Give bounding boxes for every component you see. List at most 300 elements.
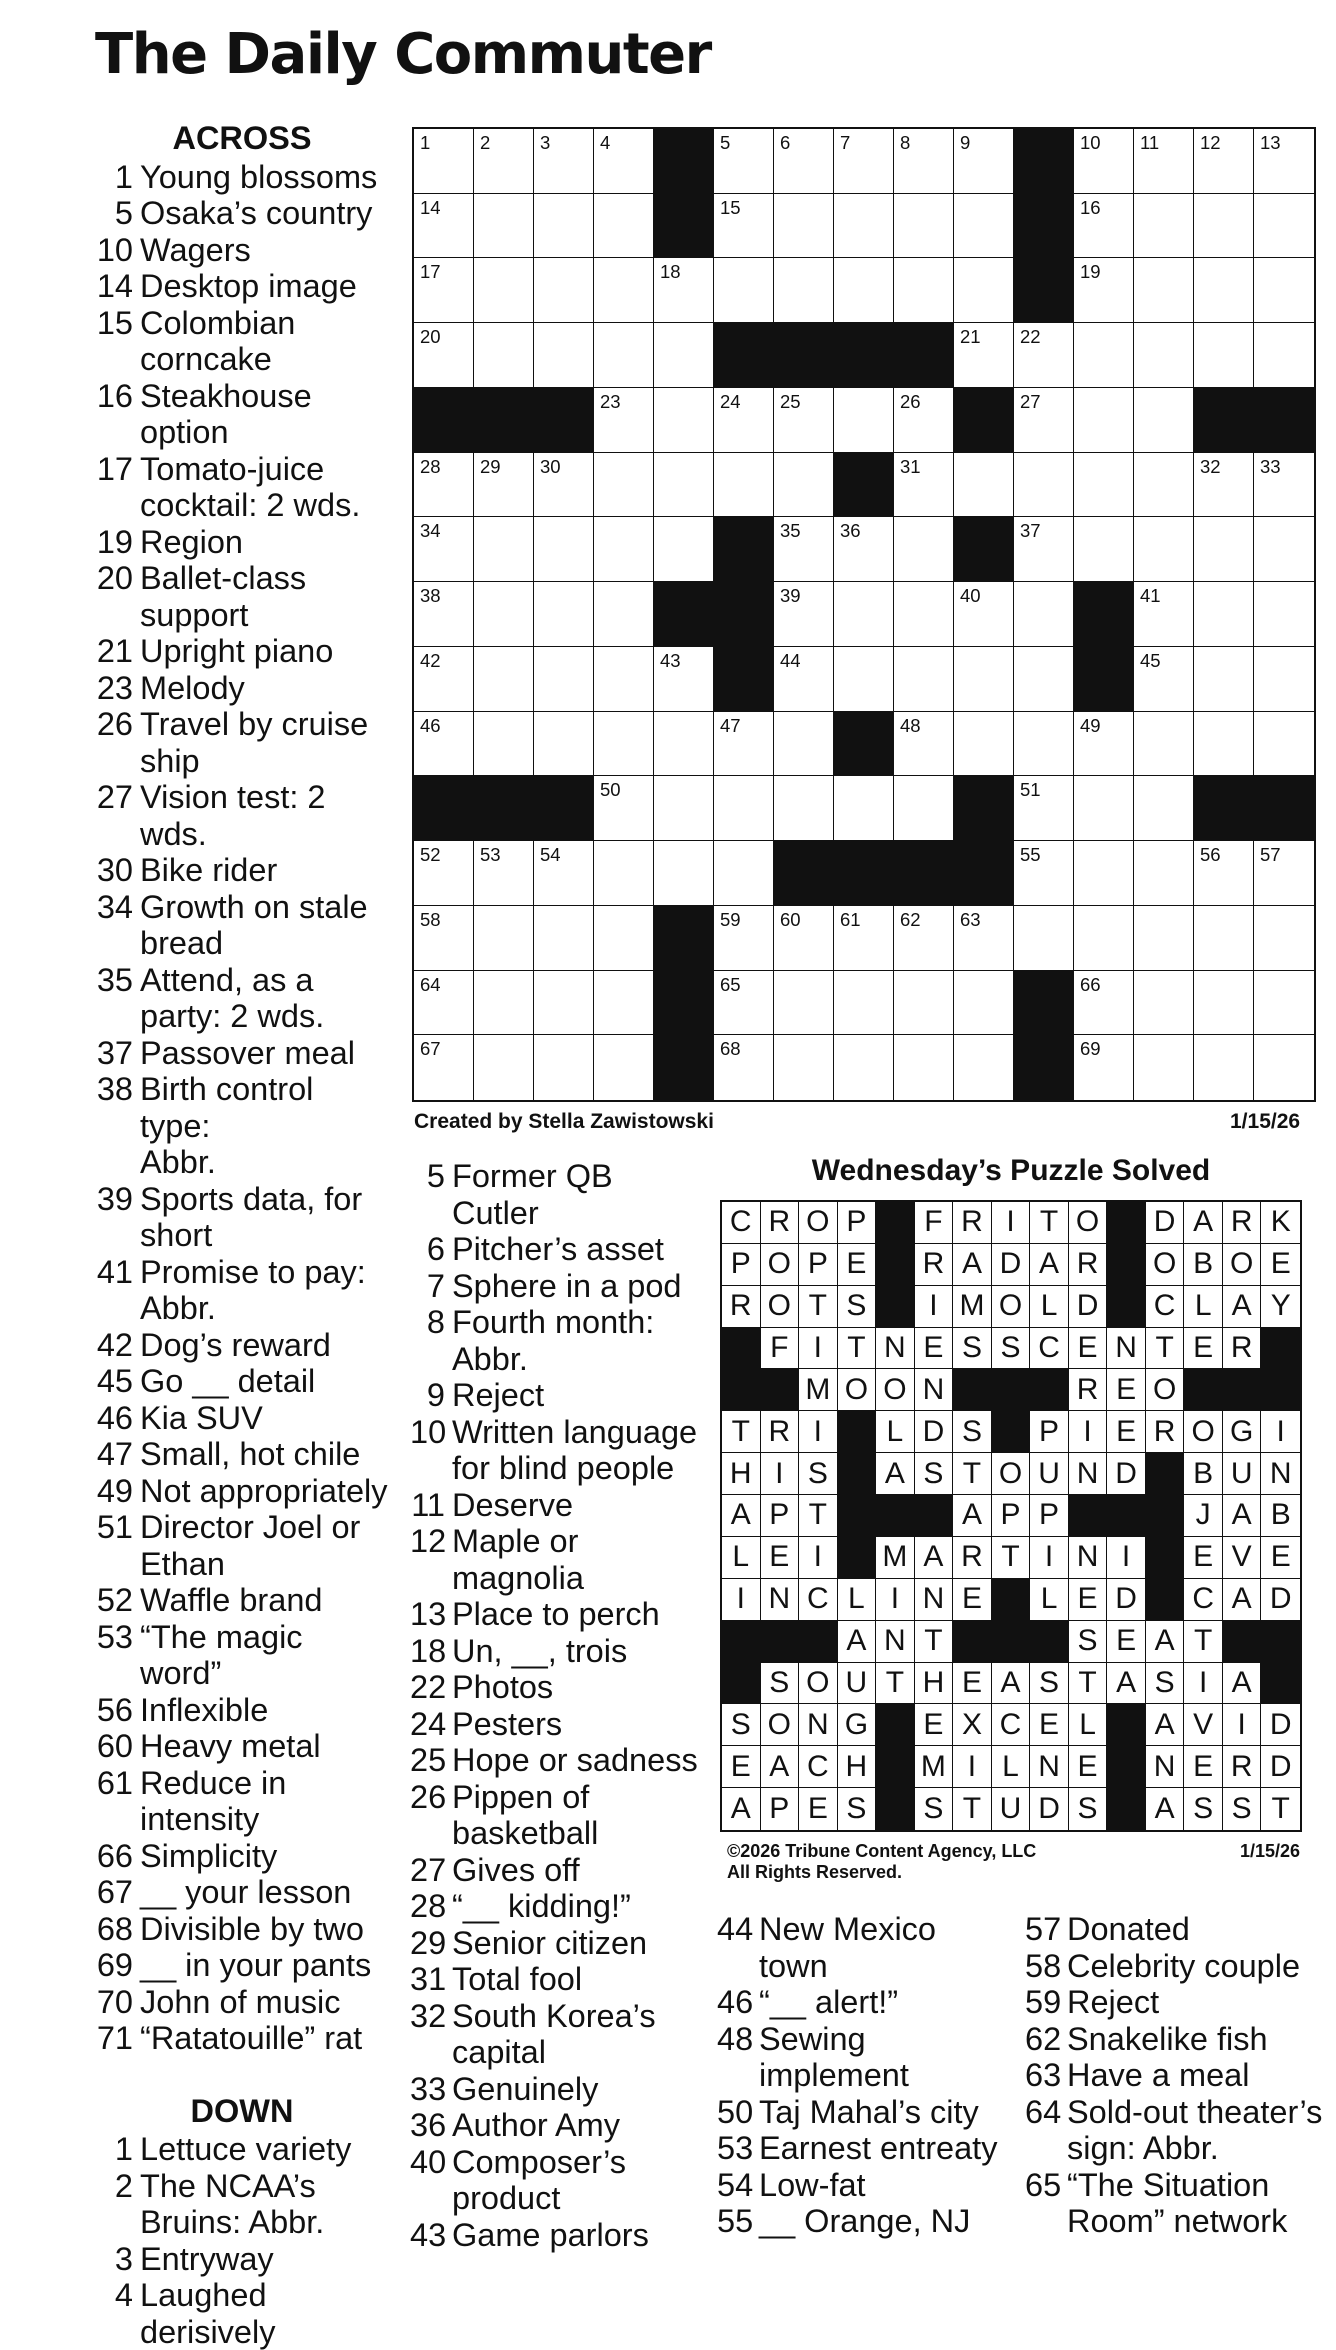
clue-text-line: Entryway xyxy=(140,2241,392,2278)
grid-cell[interactable] xyxy=(534,258,594,323)
grid-cell[interactable] xyxy=(894,582,954,647)
grid-cell[interactable] xyxy=(474,194,534,259)
grid-cell[interactable] xyxy=(1254,323,1314,388)
grid-cell[interactable] xyxy=(534,841,594,906)
solution-black-square xyxy=(1146,1453,1185,1495)
grid-cell[interactable] xyxy=(714,906,774,971)
grid-cell[interactable] xyxy=(954,129,1014,194)
clue-number: 1 xyxy=(92,159,140,196)
cell-number: 38 xyxy=(420,587,441,606)
grid-cell[interactable] xyxy=(774,971,834,1036)
clue-item xyxy=(410,1669,706,1706)
clue-text xyxy=(452,1779,706,1852)
grid-cell[interactable] xyxy=(1254,129,1314,194)
grid-cell[interactable] xyxy=(714,129,774,194)
grid-cell[interactable] xyxy=(1194,582,1254,647)
clue-text-line: Photos xyxy=(452,1669,706,1706)
grid-cell[interactable] xyxy=(1014,906,1074,971)
grid-cell[interactable] xyxy=(894,647,954,712)
clue-text-line: Region xyxy=(140,524,392,561)
grid-cell[interactable] xyxy=(414,906,474,971)
grid-cell[interactable] xyxy=(1194,712,1254,777)
grid-cell[interactable] xyxy=(534,647,594,712)
grid-cell[interactable] xyxy=(834,517,894,582)
solution-letter: E xyxy=(838,1244,877,1286)
clue-text-line: Celebrity couple xyxy=(1067,1948,1335,1985)
grid-cell[interactable] xyxy=(1134,194,1194,259)
grid-cell[interactable] xyxy=(534,582,594,647)
solution-letter: S xyxy=(722,1704,761,1746)
grid-cell[interactable] xyxy=(594,517,654,582)
grid-cell[interactable] xyxy=(834,906,894,971)
grid-cell[interactable] xyxy=(1074,129,1134,194)
grid-cell[interactable] xyxy=(1254,517,1314,582)
grid-cell[interactable] xyxy=(594,323,654,388)
clue-text xyxy=(452,1158,706,1231)
grid-cell[interactable] xyxy=(1134,776,1194,841)
grid-cell[interactable] xyxy=(474,582,534,647)
grid-cell[interactable] xyxy=(654,841,714,906)
clue-text-line: intensity xyxy=(140,1801,392,1838)
solution-letter: E xyxy=(761,1537,800,1579)
grid-cell[interactable] xyxy=(474,323,534,388)
grid-cell[interactable] xyxy=(834,971,894,1036)
grid-cell[interactable] xyxy=(414,517,474,582)
solution-letter: S xyxy=(838,1286,877,1328)
grid-cell[interactable] xyxy=(954,906,1014,971)
grid-cell[interactable] xyxy=(1134,582,1194,647)
solution-black-square xyxy=(722,1621,761,1663)
clue-number: 10 xyxy=(410,1414,452,1487)
clue-text xyxy=(140,1473,392,1510)
grid-cell[interactable] xyxy=(714,841,774,906)
grid-cell[interactable] xyxy=(774,712,834,777)
grid-cell[interactable] xyxy=(534,194,594,259)
grid-cell[interactable] xyxy=(834,1035,894,1100)
grid-cell[interactable] xyxy=(1074,776,1134,841)
grid-cell[interactable] xyxy=(1074,323,1134,388)
clue-text-line: “__ alert!” xyxy=(759,1984,1017,2021)
clue-text xyxy=(140,195,392,232)
black-square xyxy=(1014,129,1074,194)
grid-cell[interactable] xyxy=(714,971,774,1036)
clue-text xyxy=(140,1071,392,1181)
solution-letter: I xyxy=(1069,1411,1108,1453)
clue-text xyxy=(1067,2167,1335,2240)
grid-cell[interactable] xyxy=(534,712,594,777)
grid-cell[interactable] xyxy=(1074,258,1134,323)
solution-letter: B xyxy=(1184,1244,1223,1286)
grid-cell[interactable] xyxy=(834,258,894,323)
clue-item xyxy=(92,524,392,561)
grid-cell[interactable] xyxy=(1254,841,1314,906)
grid-cell[interactable] xyxy=(1074,712,1134,777)
grid-cell[interactable] xyxy=(414,841,474,906)
solution-letter: U xyxy=(838,1663,877,1705)
solution-letter: S xyxy=(1030,1663,1069,1705)
clue-text xyxy=(140,378,392,451)
clue-text-line: Game parlors xyxy=(452,2217,706,2254)
grid-cell[interactable] xyxy=(1134,129,1194,194)
grid-cell[interactable] xyxy=(714,194,774,259)
grid-cell[interactable] xyxy=(714,258,774,323)
grid-cell[interactable] xyxy=(474,906,534,971)
solution-letter: T xyxy=(799,1495,838,1537)
solution-letter: E xyxy=(1184,1537,1223,1579)
grid-cell[interactable] xyxy=(834,388,894,453)
cell-number: 60 xyxy=(780,911,801,930)
clue-text xyxy=(140,1984,392,2021)
grid-cell[interactable] xyxy=(654,388,714,453)
grid-cell[interactable] xyxy=(714,453,774,518)
clue-item xyxy=(410,1888,706,1925)
grid-cell[interactable] xyxy=(954,971,1014,1036)
grid-cell[interactable] xyxy=(1074,388,1134,453)
grid-cell[interactable] xyxy=(1254,647,1314,712)
solution-letter: T xyxy=(1069,1663,1108,1705)
grid-cell[interactable] xyxy=(534,971,594,1036)
grid-cell[interactable] xyxy=(1014,388,1074,453)
grid-cell[interactable] xyxy=(774,517,834,582)
grid-cell[interactable] xyxy=(1194,647,1254,712)
clue-column-3 xyxy=(717,1911,1017,2240)
grid-cell[interactable] xyxy=(1194,517,1254,582)
clue-number: 27 xyxy=(410,1852,452,1889)
clue-text-line: Abbr. xyxy=(140,1144,392,1181)
grid-cell[interactable] xyxy=(954,323,1014,388)
grid-cell[interactable] xyxy=(834,129,894,194)
grid-cell[interactable] xyxy=(834,776,894,841)
grid-cell[interactable] xyxy=(594,647,654,712)
grid-cell[interactable] xyxy=(1134,906,1194,971)
grid-cell[interactable] xyxy=(594,582,654,647)
grid-cell[interactable] xyxy=(774,453,834,518)
grid-cell[interactable] xyxy=(1194,906,1254,971)
cell-number: 9 xyxy=(960,134,970,153)
grid-cell[interactable] xyxy=(834,194,894,259)
grid-cell[interactable] xyxy=(1134,323,1194,388)
grid-cell[interactable] xyxy=(894,971,954,1036)
solution-letter: D xyxy=(1030,1788,1069,1830)
grid-cell[interactable] xyxy=(834,647,894,712)
solution-black-square xyxy=(1107,1495,1146,1537)
clue-text xyxy=(1067,1984,1335,2021)
solution-letter: U xyxy=(1030,1453,1069,1495)
grid-cell[interactable] xyxy=(1254,582,1314,647)
grid-cell[interactable] xyxy=(1134,971,1194,1036)
clue-number: 19 xyxy=(92,524,140,561)
clue-text-line: Deserve xyxy=(452,1487,706,1524)
solution-black-square xyxy=(1107,1244,1146,1286)
grid-cell[interactable] xyxy=(594,712,654,777)
grid-cell[interactable] xyxy=(414,323,474,388)
grid-cell[interactable] xyxy=(474,129,534,194)
solution-letter: N xyxy=(1069,1453,1108,1495)
grid-cell[interactable] xyxy=(954,194,1014,259)
cell-number: 63 xyxy=(960,911,981,930)
clue-text-line: Former QB xyxy=(452,1158,706,1195)
grid-cell[interactable] xyxy=(654,647,714,712)
clue-text-line: John of music xyxy=(140,1984,392,2021)
grid-cell[interactable] xyxy=(1194,453,1254,518)
grid-cell[interactable] xyxy=(894,129,954,194)
grid-cell[interactable] xyxy=(594,776,654,841)
clue-text xyxy=(140,1436,392,1473)
grid-cell[interactable] xyxy=(474,453,534,518)
clue-item xyxy=(410,1487,706,1524)
grid-cell[interactable] xyxy=(594,194,654,259)
grid-cell[interactable] xyxy=(1134,647,1194,712)
grid-cell[interactable] xyxy=(894,453,954,518)
solution-letter: U xyxy=(1223,1453,1262,1495)
grid-cell[interactable] xyxy=(774,388,834,453)
grid-cell[interactable] xyxy=(1074,906,1134,971)
grid-cell[interactable] xyxy=(954,453,1014,518)
grid-cell[interactable] xyxy=(954,712,1014,777)
solution-letter: O xyxy=(838,1369,877,1411)
clue-item xyxy=(92,1692,392,1729)
grid-cell[interactable] xyxy=(654,776,714,841)
grid-cell[interactable] xyxy=(1014,776,1074,841)
grid-cell[interactable] xyxy=(654,517,714,582)
grid-cell[interactable] xyxy=(1134,712,1194,777)
grid-cell[interactable] xyxy=(1254,712,1314,777)
grid-cell[interactable] xyxy=(774,582,834,647)
black-square xyxy=(834,323,894,388)
clue-number: 24 xyxy=(410,1706,452,1743)
grid-cell[interactable] xyxy=(1254,1035,1314,1100)
grid-cell[interactable] xyxy=(1134,517,1194,582)
grid-cell[interactable] xyxy=(774,1035,834,1100)
grid-cell[interactable] xyxy=(1074,971,1134,1036)
grid-cell[interactable] xyxy=(774,776,834,841)
clue-item xyxy=(717,2167,1017,2204)
grid-cell[interactable] xyxy=(894,1035,954,1100)
grid-cell[interactable] xyxy=(654,453,714,518)
grid-cell[interactable] xyxy=(594,971,654,1036)
grid-cell[interactable] xyxy=(594,453,654,518)
grid-cell[interactable] xyxy=(1134,388,1194,453)
solution-letter: I xyxy=(799,1411,838,1453)
grid-cell[interactable] xyxy=(1014,647,1074,712)
grid-cell[interactable] xyxy=(1194,323,1254,388)
grid-cell[interactable] xyxy=(474,971,534,1036)
clue-item xyxy=(410,1158,706,1231)
grid-cell[interactable] xyxy=(1014,582,1074,647)
grid-cell[interactable] xyxy=(714,388,774,453)
grid-cell[interactable] xyxy=(534,906,594,971)
solution-letter: E xyxy=(1184,1328,1223,1370)
grid-cell[interactable] xyxy=(954,582,1014,647)
grid-cell[interactable] xyxy=(1074,453,1134,518)
solution-black-square xyxy=(799,1621,838,1663)
grid-cell[interactable] xyxy=(714,712,774,777)
solution-letter: X xyxy=(953,1704,992,1746)
solution-letter: R xyxy=(1069,1369,1108,1411)
grid-cell[interactable] xyxy=(414,1035,474,1100)
down-clue-list-2 xyxy=(410,1158,706,2253)
grid-cell[interactable] xyxy=(594,388,654,453)
grid-cell[interactable] xyxy=(594,129,654,194)
grid-cell[interactable] xyxy=(1194,129,1254,194)
clue-text-line: Divisible by two xyxy=(140,1911,392,1948)
solution-letter: E xyxy=(1030,1704,1069,1746)
cell-number: 45 xyxy=(1140,652,1161,671)
cell-number: 20 xyxy=(420,328,441,347)
grid-cell[interactable] xyxy=(894,712,954,777)
solution-letter: E xyxy=(915,1704,954,1746)
grid-cell[interactable] xyxy=(1254,194,1314,259)
grid-cell[interactable] xyxy=(774,906,834,971)
grid-cell[interactable] xyxy=(1134,258,1194,323)
clue-number: 7 xyxy=(410,1268,452,1305)
grid-cell[interactable] xyxy=(474,712,534,777)
grid-cell[interactable] xyxy=(1194,258,1254,323)
solution-black-square xyxy=(992,1411,1031,1453)
crossword-grid[interactable] xyxy=(412,127,1316,1102)
clue-number: 54 xyxy=(717,2167,759,2204)
grid-cell[interactable] xyxy=(474,647,534,712)
grid-cell[interactable] xyxy=(1134,453,1194,518)
grid-cell[interactable] xyxy=(774,129,834,194)
grid-cell[interactable] xyxy=(414,971,474,1036)
grid-cell[interactable] xyxy=(534,517,594,582)
solution-letter: N xyxy=(1261,1453,1300,1495)
grid-cell[interactable] xyxy=(1194,841,1254,906)
clue-text-line: capital xyxy=(452,2034,706,2071)
grid-cell[interactable] xyxy=(774,258,834,323)
grid-cell[interactable] xyxy=(414,453,474,518)
clue-number: 30 xyxy=(92,852,140,889)
grid-cell[interactable] xyxy=(534,129,594,194)
grid-cell[interactable] xyxy=(594,258,654,323)
grid-cell[interactable] xyxy=(1254,258,1314,323)
solution-letter: F xyxy=(915,1202,954,1244)
grid-cell[interactable] xyxy=(534,453,594,518)
grid-cell[interactable] xyxy=(1074,194,1134,259)
grid-cell[interactable] xyxy=(474,841,534,906)
solution-letter: O xyxy=(1223,1244,1262,1286)
grid-cell[interactable] xyxy=(1074,517,1134,582)
grid-cell[interactable] xyxy=(414,194,474,259)
grid-cell[interactable] xyxy=(894,776,954,841)
solution-letter: T xyxy=(1184,1621,1223,1663)
grid-cell[interactable] xyxy=(1194,1035,1254,1100)
clue-text xyxy=(452,1888,706,1925)
grid-cell[interactable] xyxy=(1254,971,1314,1036)
solution-letter: R xyxy=(1223,1328,1262,1370)
clue-text xyxy=(140,633,392,670)
grid-cell[interactable] xyxy=(834,582,894,647)
solution-black-square xyxy=(722,1328,761,1370)
clue-item xyxy=(717,2203,1017,2240)
black-square xyxy=(1014,194,1074,259)
grid-cell[interactable] xyxy=(1074,841,1134,906)
grid-cell[interactable] xyxy=(954,647,1014,712)
clue-item xyxy=(717,2021,1017,2094)
grid-cell[interactable] xyxy=(894,388,954,453)
solution-letter: C xyxy=(799,1579,838,1621)
grid-cell[interactable] xyxy=(1014,323,1074,388)
grid-cell[interactable] xyxy=(954,1035,1014,1100)
black-square xyxy=(714,323,774,388)
grid-cell[interactable] xyxy=(894,517,954,582)
grid-cell[interactable] xyxy=(1254,453,1314,518)
clue-item xyxy=(410,1268,706,1305)
grid-cell[interactable] xyxy=(414,129,474,194)
black-square xyxy=(474,388,534,453)
solution-letter: E xyxy=(953,1663,992,1705)
clue-text-line: Genuinely xyxy=(452,2071,706,2108)
grid-cell[interactable] xyxy=(714,1035,774,1100)
cell-number: 1 xyxy=(420,134,430,153)
clue-text xyxy=(140,2131,392,2168)
grid-cell[interactable] xyxy=(1134,1035,1194,1100)
clue-number: 13 xyxy=(410,1596,452,1633)
grid-cell[interactable] xyxy=(1194,971,1254,1036)
grid-cell[interactable] xyxy=(1134,841,1194,906)
grid-cell[interactable] xyxy=(594,1035,654,1100)
cell-number: 51 xyxy=(1020,781,1041,800)
grid-cell[interactable] xyxy=(594,841,654,906)
grid-cell[interactable] xyxy=(594,906,654,971)
grid-cell[interactable] xyxy=(894,906,954,971)
grid-cell[interactable] xyxy=(654,323,714,388)
solution-black-square xyxy=(838,1495,877,1537)
grid-cell[interactable] xyxy=(654,712,714,777)
grid-cell[interactable] xyxy=(1254,906,1314,971)
grid-cell[interactable] xyxy=(474,1035,534,1100)
grid-cell[interactable] xyxy=(534,1035,594,1100)
clue-item xyxy=(92,268,392,305)
grid-cell[interactable] xyxy=(654,258,714,323)
grid-cell[interactable] xyxy=(774,647,834,712)
grid-cell[interactable] xyxy=(774,194,834,259)
grid-cell[interactable] xyxy=(894,258,954,323)
grid-cell[interactable] xyxy=(414,582,474,647)
grid-cell[interactable] xyxy=(474,258,534,323)
grid-cell[interactable] xyxy=(1014,841,1074,906)
solution-black-square xyxy=(1184,1369,1223,1411)
solution-letter: P xyxy=(799,1244,838,1286)
solution-letter: C xyxy=(722,1202,761,1244)
grid-cell[interactable] xyxy=(474,517,534,582)
solution-letter: A xyxy=(953,1495,992,1537)
grid-cell[interactable] xyxy=(714,776,774,841)
across-header: ACROSS xyxy=(92,120,392,157)
grid-cell[interactable] xyxy=(1014,453,1074,518)
solution-black-square xyxy=(722,1663,761,1705)
clue-text-line: Composer’s xyxy=(452,2144,706,2181)
grid-cell[interactable] xyxy=(414,258,474,323)
clue-item xyxy=(1025,2167,1335,2240)
solution-letter: M xyxy=(953,1286,992,1328)
solution-letter: I xyxy=(1261,1411,1300,1453)
clue-item xyxy=(92,159,392,196)
cell-number: 3 xyxy=(540,134,550,153)
solution-letter: E xyxy=(915,1328,954,1370)
grid-cell[interactable] xyxy=(1074,1035,1134,1100)
grid-cell[interactable] xyxy=(414,647,474,712)
grid-cell[interactable] xyxy=(534,323,594,388)
clue-text-line: Steakhouse xyxy=(140,378,392,415)
grid-cell[interactable] xyxy=(954,258,1014,323)
grid-cell[interactable] xyxy=(1014,517,1074,582)
grid-cell[interactable] xyxy=(1014,712,1074,777)
grid-cell[interactable] xyxy=(1194,194,1254,259)
grid-cell[interactable] xyxy=(894,194,954,259)
grid-cell[interactable] xyxy=(414,712,474,777)
